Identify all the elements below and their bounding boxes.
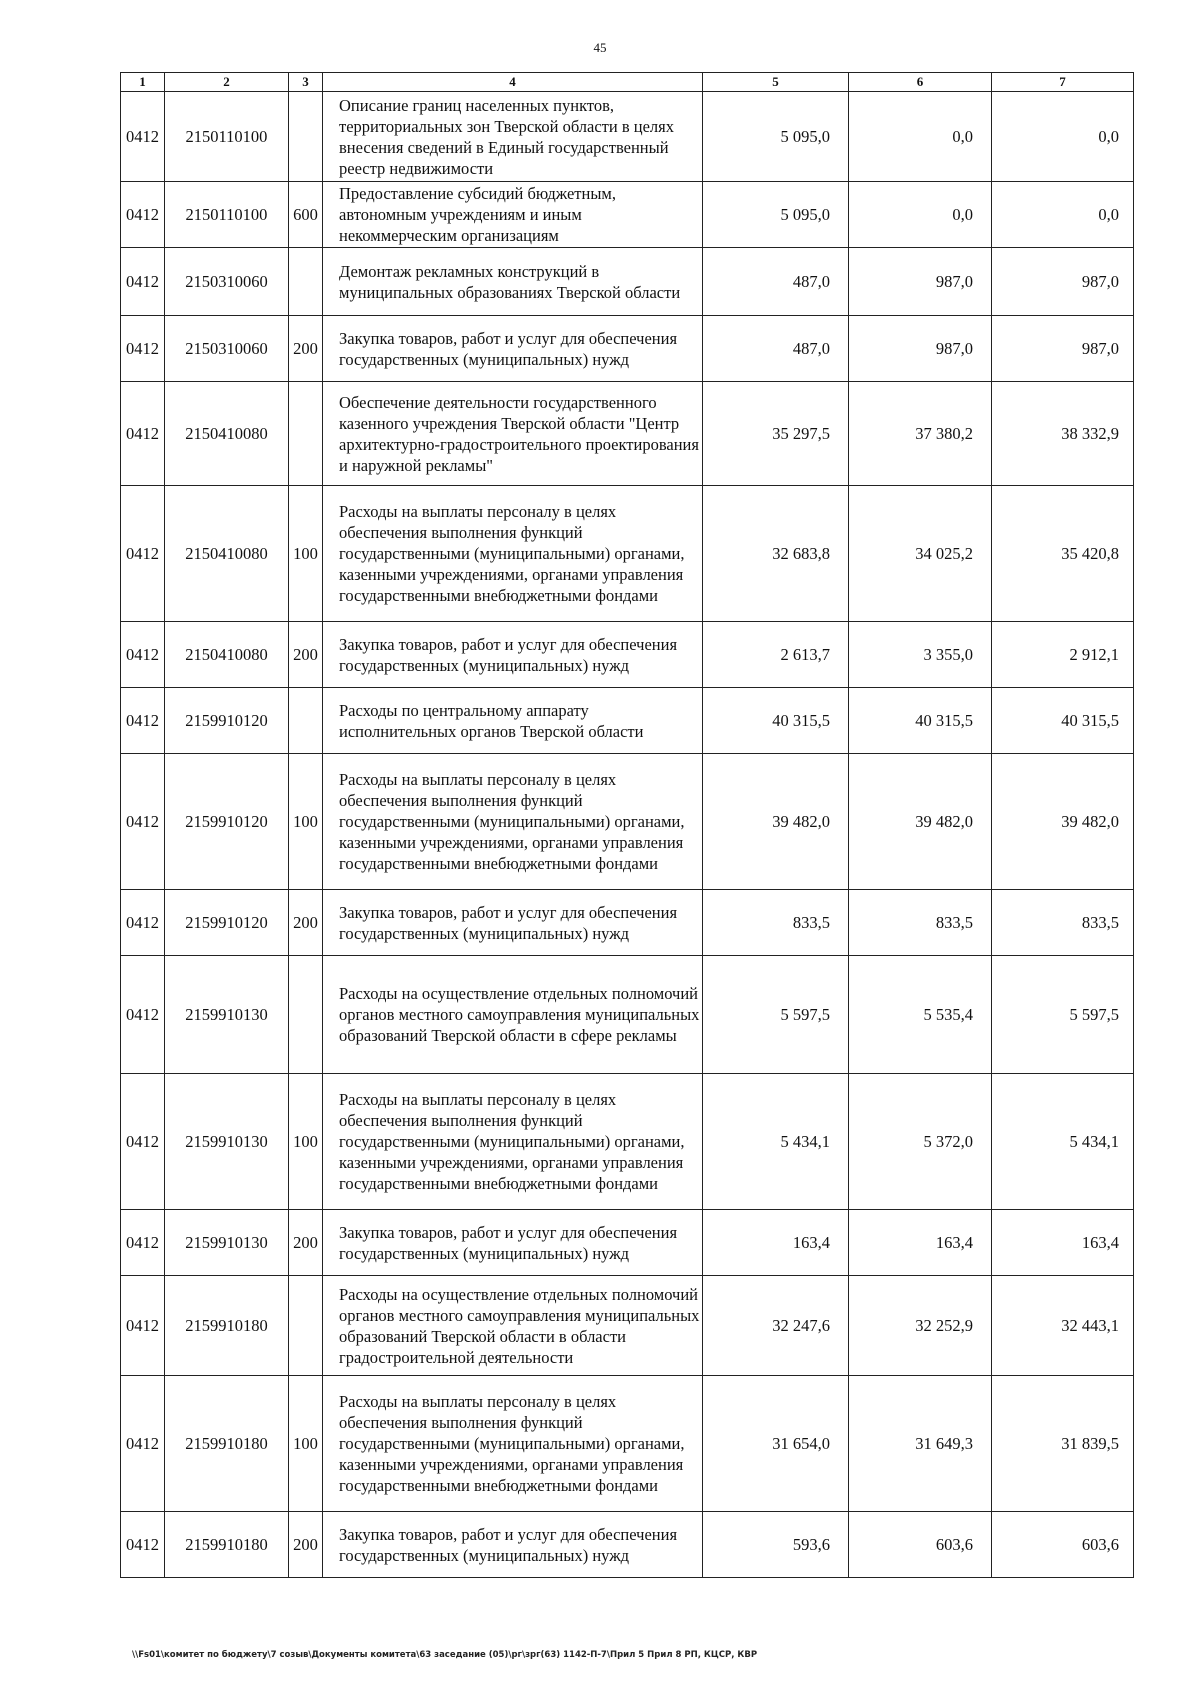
section-code: 0412 <box>121 956 165 1074</box>
value-col-6: 5 535,4 <box>849 956 992 1074</box>
target-article-code: 2159910120 <box>165 754 289 890</box>
value-col-5: 833,5 <box>703 890 849 956</box>
value-col-5: 2 613,7 <box>703 622 849 688</box>
section-code: 0412 <box>121 486 165 622</box>
value-col-6: 0,0 <box>849 92 992 182</box>
table-row <box>121 1074 1134 1210</box>
expense-type-code: 100 <box>289 754 323 890</box>
expense-type-code: 100 <box>289 1376 323 1512</box>
value-col-5: 5 095,0 <box>703 92 849 182</box>
description: Закупка товаров, работ и услуг для обеспечения государственных (муниципальных) нужд <box>323 316 703 382</box>
target-article-code: 2159910120 <box>165 688 289 754</box>
expense-type-code: 200 <box>289 622 323 688</box>
value-col-7: 833,5 <box>992 890 1134 956</box>
table-row <box>121 1376 1134 1512</box>
value-col-7: 40 315,5 <box>992 688 1134 754</box>
value-col-6: 34 025,2 <box>849 486 992 622</box>
value-col-5: 593,6 <box>703 1512 849 1578</box>
value-col-6: 31 649,3 <box>849 1376 992 1512</box>
target-article-code: 2159910180 <box>165 1376 289 1512</box>
description: Закупка товаров, работ и услуг для обеспечения государственных (муниципальных) нужд <box>323 622 703 688</box>
target-article-code: 2159910130 <box>165 1074 289 1210</box>
description: Расходы на выплаты персоналу в целях обеспечения выполнения функций государственными (муниципальными) органами, казенными учреждениями, органами управления государственными внебюджетными фондами <box>323 1376 703 1512</box>
description: Расходы на осуществление отдельных полномочий органов местного самоуправления муниципальных образований Тверской области в области градостроительной деятельности <box>323 1276 703 1376</box>
value-col-7: 987,0 <box>992 248 1134 316</box>
section-code: 0412 <box>121 382 165 486</box>
value-col-7: 2 912,1 <box>992 622 1134 688</box>
table-row <box>121 890 1134 956</box>
target-article-code: 2150110100 <box>165 92 289 182</box>
expense-type-code <box>289 1276 323 1376</box>
target-article-code: 2159910180 <box>165 1276 289 1376</box>
value-col-6: 5 372,0 <box>849 1074 992 1210</box>
header-col-5: 5 <box>703 73 849 92</box>
expense-type-code: 200 <box>289 316 323 382</box>
expense-type-code <box>289 248 323 316</box>
value-col-7: 0,0 <box>992 92 1134 182</box>
target-article-code: 2150410080 <box>165 622 289 688</box>
value-col-7: 163,4 <box>992 1210 1134 1276</box>
value-col-7: 35 420,8 <box>992 486 1134 622</box>
section-code: 0412 <box>121 182 165 248</box>
description: Расходы на осуществление отдельных полномочий органов местного самоуправления муниципальных образований Тверской области в сфере рекламы <box>323 956 703 1074</box>
value-col-5: 487,0 <box>703 316 849 382</box>
header-col-3: 3 <box>289 73 323 92</box>
target-article-code: 2150110100 <box>165 182 289 248</box>
footer-file-path: \\Fs01\комитет по бюджету\7 созыв\Документы комитета\63 заседание (05)\рг\зрг(63) 1142-П-7\Прил 5 Прил 8 РП, КЦСР, КВР <box>132 1650 758 1660</box>
value-col-7: 987,0 <box>992 316 1134 382</box>
target-article-code: 2150310060 <box>165 248 289 316</box>
section-code: 0412 <box>121 688 165 754</box>
table-row <box>121 486 1134 622</box>
table-row <box>121 1276 1134 1376</box>
table-row <box>121 316 1134 382</box>
table-row <box>121 956 1134 1074</box>
value-col-6: 32 252,9 <box>849 1276 992 1376</box>
target-article-code: 2150410080 <box>165 382 289 486</box>
target-article-code: 2159910130 <box>165 956 289 1074</box>
table-row <box>121 382 1134 486</box>
description: Расходы на выплаты персоналу в целях обеспечения выполнения функций государственными (муниципальными) органами, казенными учреждениями, органами управления государственными внебюджетными фондами <box>323 486 703 622</box>
section-code: 0412 <box>121 890 165 956</box>
value-col-5: 163,4 <box>703 1210 849 1276</box>
value-col-5: 39 482,0 <box>703 754 849 890</box>
value-col-7: 32 443,1 <box>992 1276 1134 1376</box>
target-article-code: 2159910120 <box>165 890 289 956</box>
description: Расходы на выплаты персоналу в целях обеспечения выполнения функций государственными (муниципальными) органами, казенными учреждениями, органами управления государственными внебюджетными фондами <box>323 754 703 890</box>
target-article-code: 2150410080 <box>165 486 289 622</box>
value-col-5: 5 095,0 <box>703 182 849 248</box>
value-col-6: 163,4 <box>849 1210 992 1276</box>
value-col-5: 32 683,8 <box>703 486 849 622</box>
value-col-7: 0,0 <box>992 182 1134 248</box>
target-article-code: 2159910180 <box>165 1512 289 1578</box>
value-col-7: 5 434,1 <box>992 1074 1134 1210</box>
value-col-6: 3 355,0 <box>849 622 992 688</box>
section-code: 0412 <box>121 1276 165 1376</box>
table-row <box>121 688 1134 754</box>
header-col-2: 2 <box>165 73 289 92</box>
table-row <box>121 622 1134 688</box>
value-col-6: 603,6 <box>849 1512 992 1578</box>
value-col-7: 31 839,5 <box>992 1376 1134 1512</box>
header-row <box>121 73 1134 92</box>
value-col-5: 32 247,6 <box>703 1276 849 1376</box>
value-col-7: 38 332,9 <box>992 382 1134 486</box>
description: Закупка товаров, работ и услуг для обеспечения государственных (муниципальных) нужд <box>323 1210 703 1276</box>
target-article-code: 2150310060 <box>165 316 289 382</box>
description: Обеспечение деятельности государственного казенного учреждения Тверской области "Центр архитектурно-градостроительного проектирования и наружной рекламы" <box>323 382 703 486</box>
budget-table <box>120 72 1134 1578</box>
expense-type-code: 100 <box>289 486 323 622</box>
section-code: 0412 <box>121 754 165 890</box>
value-col-5: 5 434,1 <box>703 1074 849 1210</box>
value-col-5: 40 315,5 <box>703 688 849 754</box>
description: Расходы на выплаты персоналу в целях обеспечения выполнения функций государственными (муниципальными) органами, казенными учреждениями, органами управления государственными внебюджетными фондами <box>323 1074 703 1210</box>
value-col-6: 833,5 <box>849 890 992 956</box>
header-col-4: 4 <box>323 73 703 92</box>
table-row <box>121 1210 1134 1276</box>
description: Закупка товаров, работ и услуг для обеспечения государственных (муниципальных) нужд <box>323 890 703 956</box>
expense-type-code <box>289 92 323 182</box>
expense-type-code <box>289 688 323 754</box>
value-col-7: 39 482,0 <box>992 754 1134 890</box>
description: Описание границ населенных пунктов, территориальных зон Тверской области в целях внесения сведений в Единый государственный реестр недвижимости <box>323 92 703 182</box>
value-col-6: 987,0 <box>849 248 992 316</box>
header-col-6: 6 <box>849 73 992 92</box>
header-col-7: 7 <box>992 73 1134 92</box>
section-code: 0412 <box>121 248 165 316</box>
table-row <box>121 1512 1134 1578</box>
section-code: 0412 <box>121 1512 165 1578</box>
section-code: 0412 <box>121 92 165 182</box>
value-col-5: 35 297,5 <box>703 382 849 486</box>
expense-type-code: 100 <box>289 1074 323 1210</box>
expense-type-code <box>289 956 323 1074</box>
value-col-6: 40 315,5 <box>849 688 992 754</box>
target-article-code: 2159910130 <box>165 1210 289 1276</box>
table-row <box>121 92 1134 182</box>
description: Расходы по центральному аппарату исполнительных органов Тверской области <box>323 688 703 754</box>
table-row <box>121 182 1134 248</box>
section-code: 0412 <box>121 622 165 688</box>
table-row <box>121 754 1134 890</box>
value-col-5: 487,0 <box>703 248 849 316</box>
section-code: 0412 <box>121 316 165 382</box>
expense-type-code: 200 <box>289 1210 323 1276</box>
value-col-6: 0,0 <box>849 182 992 248</box>
value-col-5: 5 597,5 <box>703 956 849 1074</box>
value-col-7: 603,6 <box>992 1512 1134 1578</box>
description: Предоставление субсидий бюджетным, автономным учреждениям и иным некоммерческим организациям <box>323 182 703 248</box>
expense-type-code: 200 <box>289 890 323 956</box>
expense-type-code: 200 <box>289 1512 323 1578</box>
description: Закупка товаров, работ и услуг для обеспечения государственных (муниципальных) нужд <box>323 1512 703 1578</box>
page-number: 45 <box>593 40 607 55</box>
section-code: 0412 <box>121 1210 165 1276</box>
value-col-6: 39 482,0 <box>849 754 992 890</box>
table-row <box>121 248 1134 316</box>
expense-type-code: 600 <box>289 182 323 248</box>
value-col-7: 5 597,5 <box>992 956 1134 1074</box>
value-col-6: 987,0 <box>849 316 992 382</box>
expense-type-code <box>289 382 323 486</box>
value-col-5: 31 654,0 <box>703 1376 849 1512</box>
description: Демонтаж рекламных конструкций в муниципальных образованиях Тверской области <box>323 248 703 316</box>
value-col-6: 37 380,2 <box>849 382 992 486</box>
header-col-1: 1 <box>121 73 165 92</box>
section-code: 0412 <box>121 1074 165 1210</box>
section-code: 0412 <box>121 1376 165 1512</box>
